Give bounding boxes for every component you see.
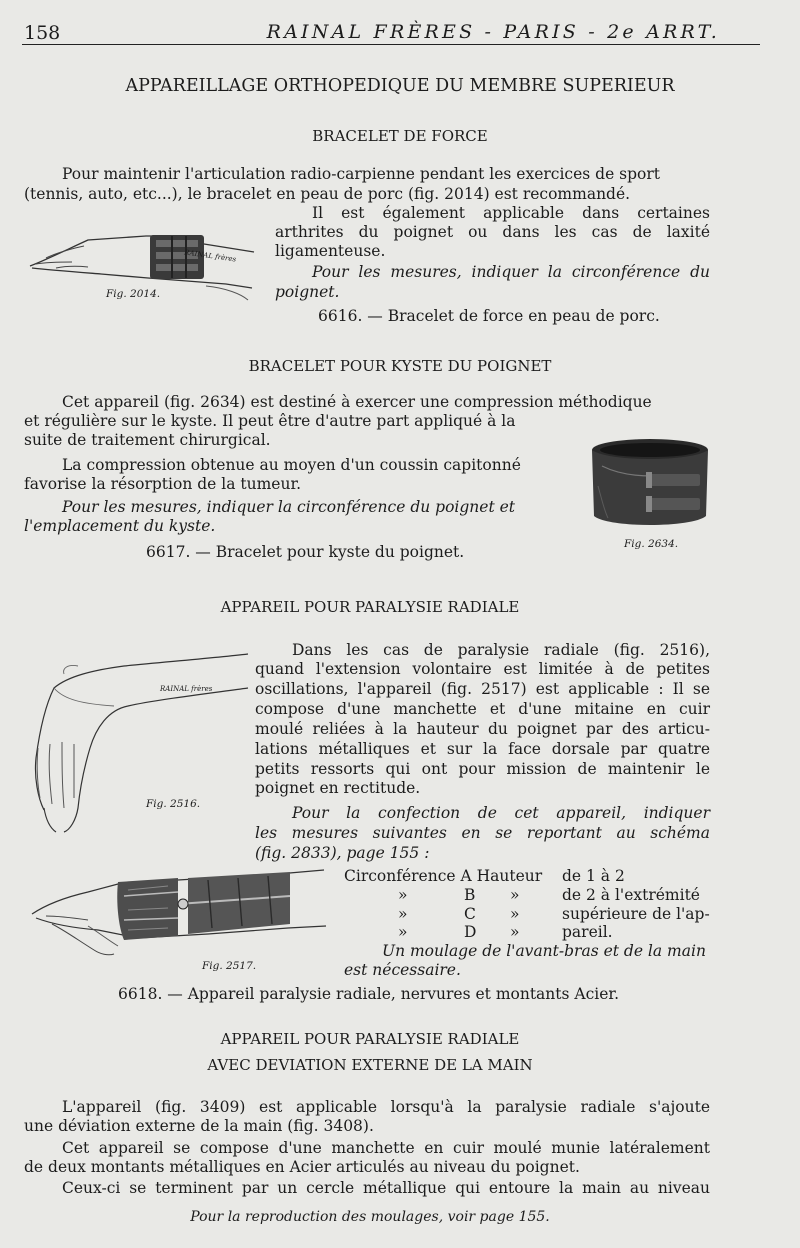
paragraph-line: L'appareil (fig. 3409) est applicable lorsqu'à la paralysie radiale s'ajoute	[62, 1098, 710, 1116]
section-subheading: AVEC DEVIATION EXTERNE DE LA MAIN	[207, 1056, 533, 1074]
measure-letter: C	[464, 905, 476, 923]
drooping-hand-illustration	[24, 648, 252, 838]
paragraph-line: de deux montants métalliques en Acier articulés au niveau du poignet.	[24, 1158, 580, 1176]
section-heading: APPAREIL POUR PARALYSIE RADIALE	[220, 1030, 520, 1048]
paragraph-line: quand l'extension volontaire est limitée à de petites	[255, 660, 710, 678]
measure-ditto: »	[398, 886, 408, 904]
section-heading: APPAREIL POUR PARALYSIE RADIALE	[220, 598, 520, 616]
catalog-entry: 6617. — Bracelet pour kyste du poignet.	[146, 543, 465, 561]
measure-ditto: »	[510, 923, 520, 941]
paragraph-line: suite de traitement chirurgical.	[24, 431, 271, 449]
paragraph-line: ligamenteuse.	[275, 242, 386, 260]
measure-value: supérieure de l'ap-	[562, 905, 710, 923]
paragraph-line: l'emplacement du kyste.	[24, 517, 216, 535]
paragraph-line: poignet.	[275, 283, 340, 301]
paragraph-line: La compression obtenue au moyen d'un coussin capitonné	[62, 456, 521, 474]
paragraph-line: (tennis, auto, etc...), le bracelet en peau de porc (fig. 2014) est recommandé.	[24, 185, 631, 203]
measure-ditto: »	[398, 905, 408, 923]
paragraph-line: Pour la confection de cet appareil, indiquer	[292, 804, 710, 822]
maker-stamp: RAINAL frères	[160, 685, 213, 693]
paragraph-line: (fig. 2833), page 155 :	[255, 844, 430, 862]
paragraph-line: moulé reliées à la hauteur du poignet par des articu-	[255, 720, 710, 738]
measure-label: Circonférence A Hauteur	[344, 867, 543, 885]
paragraph-line: Pour les mesures, indiquer la circonférence du	[312, 263, 710, 281]
measure-ditto: »	[398, 923, 408, 941]
page-number: 158	[24, 22, 61, 44]
measure-value: de 2 à l'extrémité	[562, 886, 700, 904]
paragraph-line: Il est également applicable dans certaines	[312, 204, 710, 222]
paragraph-line: Cet appareil se compose d'une manchette en cuir moulé munie latéralement	[62, 1139, 710, 1157]
paragraph-line: arthrites du poignet ou dans les cas de laxité	[275, 223, 710, 241]
figure-caption: Fig. 2634.	[624, 538, 679, 550]
cyst-bracelet-illustration	[588, 436, 713, 531]
paragraph-line: Cet appareil (fig. 2634) est destiné à exercer une compression méthodique	[62, 393, 652, 411]
paragraph-line: compose d'une manchette et d'une mitaine en cuir	[255, 700, 710, 718]
page-title: APPAREILLAGE ORTHOPEDIQUE DU MEMBRE SUPERIEUR	[125, 76, 675, 96]
paragraph-line: une déviation externe de la main (fig. 3408).	[24, 1117, 374, 1135]
running-title: RAINAL FRÈRES - PARIS - 2e ARRT.	[266, 21, 720, 43]
paragraph-line: oscillations, l'appareil (fig. 2517) est applicable : Il se	[255, 680, 710, 698]
maker-stamp: RAINAL frères	[183, 248, 237, 264]
paragraph-line: les mesures suivantes en se reportant au schéma	[255, 824, 710, 842]
figure-caption: Fig. 2014.	[106, 288, 161, 300]
paragraph-line: est nécessaire.	[344, 961, 461, 979]
measure-ditto: »	[510, 905, 520, 923]
catalog-entry: 6616. — Bracelet de force en peau de porc.	[318, 307, 660, 325]
paragraph-line: poignet en rectitude.	[255, 779, 421, 797]
paragraph-line: petits ressorts qui ont pour mission de maintenir le	[255, 760, 710, 778]
paragraph-line: Dans les cas de paralysie radiale (fig. 2516),	[292, 641, 710, 659]
catalog-entry: 6618. — Appareil paralysie radiale, nervures et montants Acier.	[118, 985, 620, 1003]
paragraph-line: favorise la résorption de la tumeur.	[24, 475, 302, 493]
paragraph-line: Un moulage de l'avant-bras et de la main	[382, 942, 706, 960]
page-footer: Pour la reproduction des moulages, voir page 155.	[190, 1209, 550, 1225]
paragraph-line: et régulière sur le kyste. Il peut être d'autre part appliqué à la	[24, 412, 516, 430]
measure-ditto: »	[510, 886, 520, 904]
paragraph-line: Ceux-ci se terminent par un cercle métallique qui entoure la main au niveau	[62, 1179, 710, 1197]
measure-letter: B	[464, 886, 476, 904]
measure-value: de 1 à 2	[562, 867, 625, 885]
measure-letter: D	[464, 923, 477, 941]
paragraph-line: Pour maintenir l'articulation radio-carpienne pendant les exercices de sport	[62, 165, 661, 183]
figure-caption: Fig. 2516.	[146, 798, 201, 810]
radial-splint-illustration	[28, 866, 334, 962]
paragraph-line: Pour les mesures, indiquer la circonférence du poignet et	[62, 498, 515, 516]
paragraph-line: lations métalliques et sur la face dorsale par quatre	[255, 740, 710, 758]
measure-value: pareil.	[562, 923, 613, 941]
section-heading: BRACELET POUR KYSTE DU POIGNET	[248, 357, 552, 375]
header-rule	[22, 44, 760, 45]
figure-caption: Fig. 2517.	[202, 960, 257, 972]
section-heading: BRACELET DE FORCE	[312, 127, 488, 145]
